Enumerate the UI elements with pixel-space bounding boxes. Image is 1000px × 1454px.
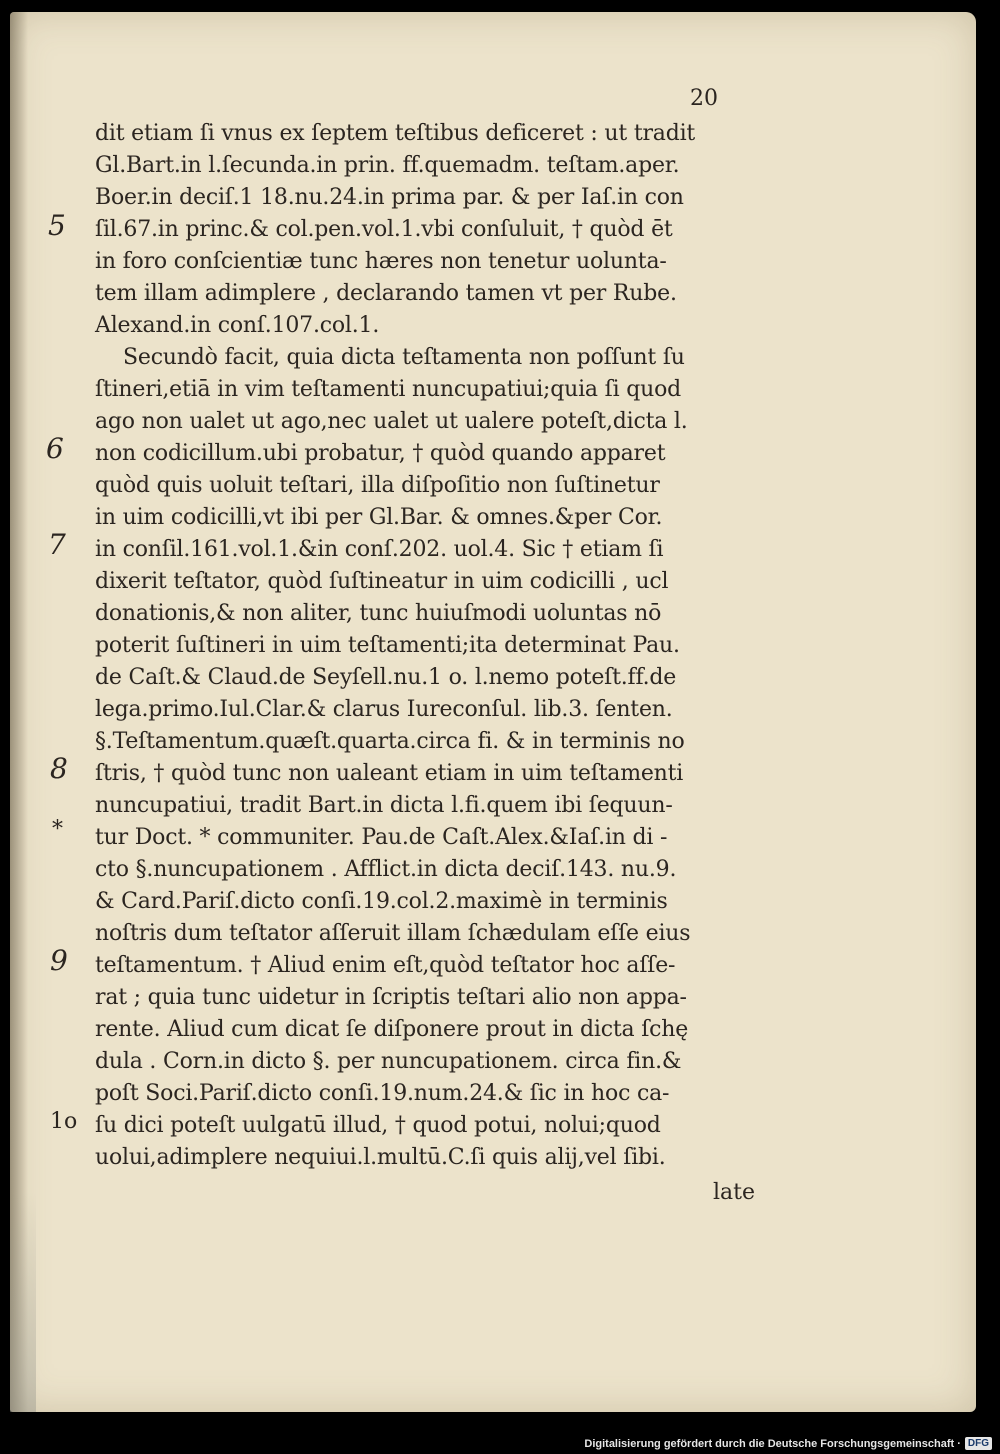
text-line: rente. Aliud cum dicat ſe diſponere prout in dicta ſchę: [95, 1017, 689, 1042]
text-line: poſt Soci.Pariſ.dicto conſi.19.num.24.& ſic in hoc ca-: [95, 1081, 670, 1106]
margin-note-9: 9: [50, 944, 68, 977]
text-line: quòd quis uoluit teſtari, illa diſpoſitio non ſuſtinetur: [95, 473, 660, 498]
credit-text: Digitalisierung gefördert durch die Deutsche Forschungsgemeinschaft ·: [584, 1437, 961, 1450]
margin-note-8: 8: [50, 752, 68, 785]
dfg-logo-icon: DFG: [965, 1437, 992, 1450]
margin-note-7: 7: [48, 528, 66, 561]
text-line: ago non ualet ut ago,nec ualet ut ualere poteſt,dicta l.: [95, 409, 688, 434]
text-line: teſtamentum. † Aliud enim eſt,quòd teſtator hoc aſſe-: [95, 953, 676, 978]
text-line: non codicillum.ubi probatur, † quòd quando apparet: [95, 441, 666, 466]
text-line: rat ; quia tunc uidetur in ſcriptis teſtari alio non appa-: [95, 985, 687, 1010]
text-line: poterit ſuſtineri in uim teſtamenti;ita determinat Pau.: [95, 633, 680, 658]
text-line: ſu dici poteſt uulgatū illud, † quod potui, nolui;quod: [95, 1113, 661, 1138]
text-line: §.Teſtamentum.quæſt.quarta.circa fi. & in terminis no: [95, 729, 685, 754]
book-page: [10, 12, 976, 1412]
margin-note-asterisk: *: [52, 817, 63, 842]
text-line: tur Doct. * communiter. Pau.de Caſt.Alex.&Iaſ.in di -: [95, 825, 668, 850]
margin-note-10: 1o: [50, 1109, 78, 1134]
text-line: dit etiam ſi vnus ex ſeptem teſtibus deficeret : ut tradit: [95, 121, 696, 146]
text-line: Secundò facit, quia dicta teſtamenta non poſſunt ſu: [123, 345, 685, 370]
margin-note-5: 5: [48, 209, 66, 242]
text-line: Alexand.in conſ.107.col.1.: [95, 313, 380, 338]
text-line: Boer.in deciſ.1 18.nu.24.in prima par. & per Iaſ.in con: [95, 185, 684, 210]
text-line: cto §.nuncupationem . Afflict.in dicta deciſ.143. nu.9.: [95, 857, 677, 882]
text-line: in uim codicilli,vt ibi per Gl.Bar. & omnes.&per Cor.: [95, 505, 663, 530]
text-line: de Caſt.& Claud.de Seyſell.nu.1 o. l.nemo poteſt.ff.de: [95, 665, 677, 690]
text-line: noſtris dum teſtator aſſeruit illam ſchædulam eſſe eius: [95, 921, 691, 946]
digitization-credit: [584, 1437, 992, 1450]
margin-note-6: 6: [46, 432, 64, 465]
text-line: tem illam adimplere , declarando tamen vt per Rube.: [95, 281, 677, 306]
text-line: nuncupatiui, tradit Bart.in dicta l.fi.quem ibi ſequun-: [95, 793, 673, 818]
text-line: Gl.Bart.in l.ſecunda.in prin. ff.quemadm. teſtam.aper.: [95, 153, 680, 178]
folio-number: 20: [690, 86, 718, 111]
text-line: ſtineri,etiā in vim teſtamenti nuncupatiui;quia ſi quod: [95, 377, 681, 402]
text-line: in foro conſcientiæ tunc hæres non tenetur uolunta-: [95, 249, 667, 274]
text-line: uolui,adimplere nequiui.l.multū.C.ſi quis alij,vel ſibi.: [95, 1145, 666, 1170]
text-line: lega.primo.Iul.Clar.& clarus Iureconſul. lib.3. ſenten.: [95, 697, 673, 722]
text-line: ſil.67.in princ.& col.pen.vol.1.vbi conſuluit, † quòd ēt: [95, 217, 673, 242]
text-line: in conſil.161.vol.1.&in conſ.202. uol.4. Sic † etiam ſi: [95, 537, 664, 562]
text-line: & Card.Pariſ.dicto conſi.19.col.2.maximè in terminis: [95, 889, 668, 914]
text-line: dixerit teſtator, quòd ſuſtineatur in uim codicilli , ucl: [95, 569, 669, 594]
text-line: dula . Corn.in dicto §. per nuncupationem. circa fin.&: [95, 1049, 682, 1074]
text-line: donationis,& non aliter, tunc huiuſmodi uoluntas nō: [95, 601, 662, 626]
catchword: late: [713, 1180, 756, 1205]
text-line: ſtris, † quòd tunc non ualeant etiam in uim teſtamenti: [95, 761, 684, 786]
